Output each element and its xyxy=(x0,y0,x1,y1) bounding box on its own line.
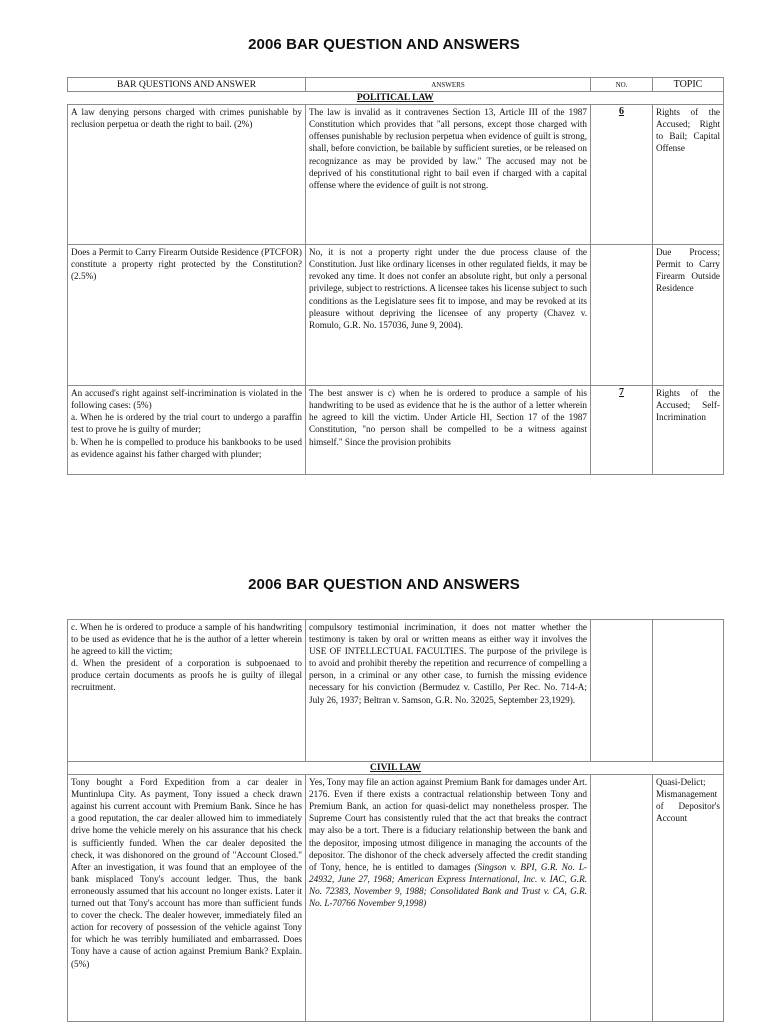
answer-text: compulsory testimonial incrimination, it does not matter whether the testimony is taken by oral or written means as either way it involves the USE OF INTELLECTUAL FACULTIES. The purpose of the privilege is to avoid and prohibit thereby the repetition and recurrence of compelling a person, in a criminal or any other case, to furnish the missing evidence necessary for his conviction (Bermudez v. Castillo, Per Rec. No. 714-A; July 26, 1937; Beltran v. Samson, G.R. No. 32025, September 23,1929). xyxy=(309,622,587,705)
question-cell: A law denying persons charged with crimes punishable by reclusion perpetua or death the right to bail. (2%) xyxy=(68,105,306,245)
number-cell: 7 xyxy=(591,386,653,475)
section-row xyxy=(68,762,724,775)
number-cell xyxy=(591,620,653,762)
topic-cell: Rights of the Accused; Self-Incrimination xyxy=(653,386,724,475)
question-cell xyxy=(68,775,306,1022)
answer-text: No, it is not a property right under the due process clause of the Constitution. Just like ordinary licenses in other regulated fields, it may be revoked any time. It does not confer an absolute right, but only a personal privilege, subject to restrictions. A licensee takes his license subject to such conditions as the Legislature sees fit to impose, and may be revoked at its pleasure without depriving the licensee of any property (Chavez v. Romulo, G.R. No. 157036, June 9, 2004). xyxy=(309,247,587,330)
topic-cell: Rights of the Accused; Right to Bail; Capital Offense xyxy=(653,105,724,245)
answer-cell xyxy=(306,386,591,475)
question-cell xyxy=(68,620,306,762)
question-cell xyxy=(68,386,306,475)
question-cell: Does a Permit to Carry Firearm Outside Residence (PTCFOR) constitute a property right protected by the Constitution? (2.5%) xyxy=(68,245,306,386)
answer-text xyxy=(309,776,587,1021)
question-line: b. When he is compelled to produce his bankbooks to be used as evidence against his father charged with plunder; xyxy=(71,436,302,459)
table-row xyxy=(68,105,724,245)
topic-cell xyxy=(653,620,724,762)
answer-cell xyxy=(306,105,591,245)
question-line: a. When he is ordered by the trial court to undergo a paraffin test to prove he is guilty of murder; xyxy=(71,412,302,435)
question-line: An accused's right against self-incrimination is violated in the following cases: (5%) xyxy=(71,388,302,411)
section-title: POLITICAL LAW xyxy=(68,92,724,105)
header-no: NO. xyxy=(591,78,653,92)
number-cell: 6 xyxy=(591,105,653,245)
answer-cell xyxy=(306,245,591,386)
header-answers: ANSWERS xyxy=(306,78,591,92)
table-row xyxy=(68,386,724,475)
table-row xyxy=(68,620,724,762)
bar-qa-table xyxy=(67,619,724,1022)
header-question: BAR QUESTIONS AND ANSWER xyxy=(68,78,306,92)
answer-citation: (Singson v. BPI, G.R. No. L-24932, June 27, 1968; American Express International, Inc. v. IAC, G.R. No. 72383, November 9, 1988; Consolidated Bank and Trust v. CA, G.R. No. L-70766 November 9,1998) xyxy=(309,861,587,909)
question-line: d. When the president of a corporation is subpoenaed to produce certain documents as proofs he is guilty of illegal recruitment. xyxy=(71,658,302,693)
header-topic: TOPIC xyxy=(653,78,724,92)
page-heading: 2006 BAR QUESTION AND ANSWERS xyxy=(248,576,520,593)
answer-cell xyxy=(306,620,591,762)
answer-body: Yes, Tony may file an action against Premium Bank for damages under Art. 2176. Even if there exists a contractual relationship between Tony and Premium Bank, an action for quasi-delict may nonetheless prosper. The Supreme Court has consistently ruled that the act that breaks the contract may also be a tort. There is a fiduciary relationship between the bank and the depositor, imposing utmost diligence in managing the accounts of the depositor. The dishonor of the check adversely affected the credit standing of Tony, hence, he is entitled to damages xyxy=(309,777,587,872)
question-line: c. When he is ordered to produce a sample of his handwriting to be used as evidence that he is the author of a letter wherein he agreed to kill the victim; xyxy=(71,622,302,657)
page-heading: 2006 BAR QUESTION AND ANSWERS xyxy=(248,36,520,53)
number-cell xyxy=(591,245,653,386)
number-cell xyxy=(591,775,653,1022)
table-row xyxy=(68,775,724,1022)
table-row xyxy=(68,245,724,386)
question-text: Tony bought a Ford Expedition from a car dealer in Muntinlupa City. As payment, Tony issued a check drawn against his current account with Premium Bank. Since he has a good reputation, the car dealer allowed him to immediately drive home the vehicle merely on his assurance that his check is sufficiently funded. When the car dealer deposited the check, it was dishonored on the ground of "Account Closed." After an investigation, it was found that an employee of the bank misplaced Tony's account ledger. Thus, the bank erroneously assumed that his account no longer exists. Later it turned out that Tony's account has more than sufficient funds to cover the check. The dealer however, immediately filed an action for recovery of possession of the vehicle against Tony for which he was terribly humiliated and embarrassed. Does Tony have a cause of action against Premium Bank? Explain. (5%) xyxy=(71,777,302,969)
table-header-row xyxy=(68,78,724,92)
answer-text: The law is invalid as it contravenes Section 13, Article III of the 1987 Constitution which provides that "all persons, except those charged with offenses punishable by reclusion perpetua when evidence of guilt is strong, shall, before conviction, be bailable by sufficient sureties, or be released on recognizance as may be provided by law." The accused may not be deprived of his constitutional right to bail even if charged with a capital offense where the evidence of guilt is not strong. xyxy=(309,107,587,190)
answer-cell xyxy=(306,775,591,1022)
topic-cell: Due Process; Permit to Carry Firearm Outside Residence xyxy=(653,245,724,386)
section-title: CIVIL LAW xyxy=(68,762,724,775)
section-row xyxy=(68,92,724,105)
topic-cell: Quasi-Delict; Mismanagement of Depositor's Account xyxy=(653,775,724,1022)
answer-text: The best answer is c) when he is ordered to produce a sample of his handwriting to be used as evidence that he is the author of a letter wherein he agreed to kill the victim. Under Article HI, Section 17 of the 1987 Constitution, "no person shall be compelled to be a witness against himself." Since the provision prohibits xyxy=(309,388,587,447)
bar-qa-table xyxy=(67,77,724,475)
question-text xyxy=(71,387,302,474)
